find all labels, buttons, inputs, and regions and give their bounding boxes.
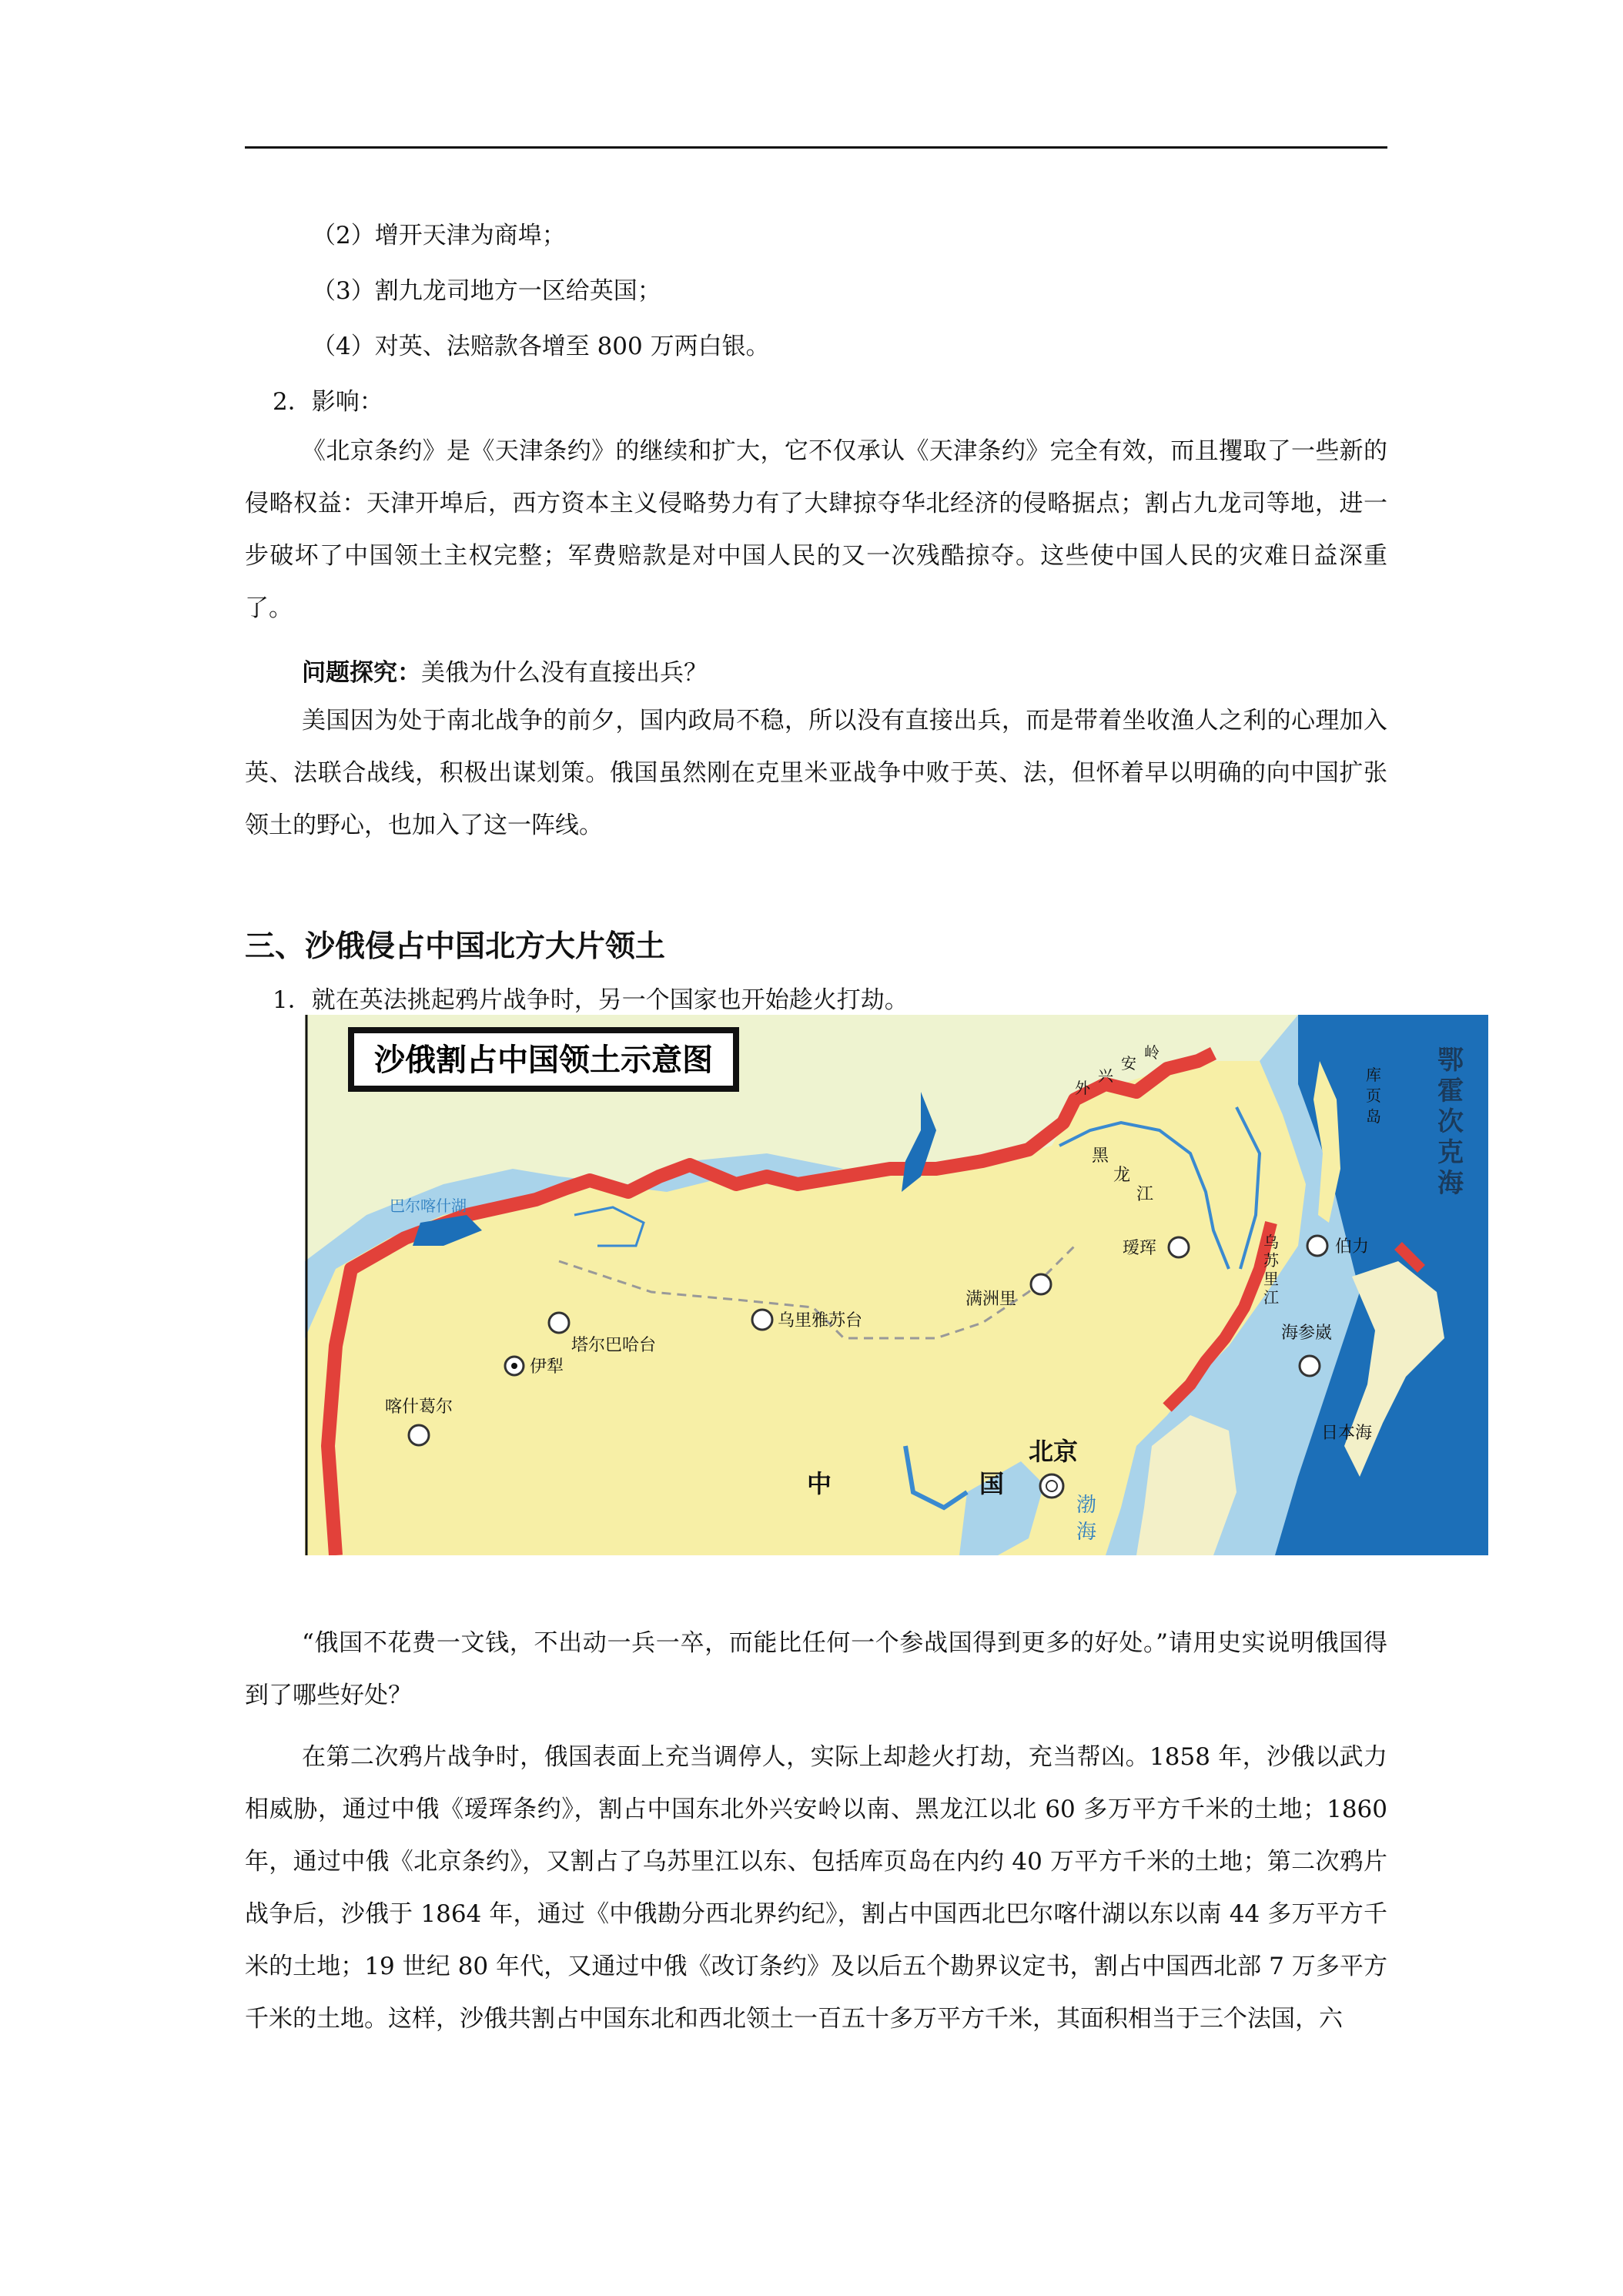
question-line bbox=[302, 658, 708, 688]
map-title: 沙俄割占中国领土示意图 bbox=[374, 1043, 713, 1078]
map-city-tarbagatai: 塔尔巴哈台 bbox=[571, 1336, 657, 1355]
map-label-ussuri-4: 江 bbox=[1263, 1288, 1279, 1307]
map-city-marker-manzhouli bbox=[1031, 1274, 1051, 1294]
map-label-xingan-4: 岭 bbox=[1144, 1043, 1160, 1062]
history-paragraph: 在第二次鸦片战争时，俄国表面上充当调停人，实际上却趁火打劫，充当帮凶。1858 年，沙俄以武力相威胁，通过中俄《瑷珲条约》，割占中国东北外兴安岭以南、黑龙江以北 60 多万平方千米的土地；1860 年，通过中俄《北京条约》，又割占了乌苏里江以东、包括库页岛在内约 40 万平方千米的土地；第二次鸦片战争后，沙俄于 1864 年，通过《中俄勘分西北界约纪》，割占中国西北巴尔喀什湖以东以南 44 多万平方千米的土地；19 世纪 80 年代，又通过中俄《改订条约》及以后五个勘界议定书，割占中国西北部 7 万多平方千米的土地。这样，沙俄共割占中国东北和西北领土一百五十多万平方千米，其面积相当于三个法国，六 bbox=[245, 1743, 1387, 2033]
map-label-heilong-3: 江 bbox=[1136, 1185, 1154, 1204]
territory-map bbox=[305, 1015, 1488, 1555]
map-city-haishenwai: 海参崴 bbox=[1281, 1324, 1333, 1343]
impact-paragraph: 《北京条约》是《天津条约》的继续和扩大，它不仅承认《天津条约》完全有效，而且攫取了一些新的侵略权益：天津开埠后，西方资本主义侵略势力有了大肆掠夺华北经济的侵略据点；割占九龙司等地，进一步破坏了中国领土主权完整；军费赔款是对中国人民的又一次残酷掠夺。这些使中国人民的灾难日益深重了。 bbox=[245, 437, 1387, 622]
map-city-marker-tarbagatai bbox=[549, 1313, 569, 1333]
map-city-marker-haishenwai bbox=[1300, 1356, 1320, 1376]
quote-paragraph: “俄国不花费一文钱，不出动一兵一卒，而能比任何一个参战国得到更多的好处。”请用史实说明俄国得到了哪些好处？ bbox=[245, 1629, 1387, 1709]
map-label-balkhash: 巴尔喀什湖 bbox=[390, 1197, 467, 1215]
map-city-boli: 伯力 bbox=[1335, 1237, 1370, 1257]
list-item-4: （4）对英、法赔款各增至 800 万两白银。 bbox=[312, 333, 770, 360]
map-label-okhotsk-3: 次 bbox=[1437, 1106, 1464, 1137]
section-item-1: 1．就在英法挑起鸦片战争时，另一个国家也开始趁火打劫。 bbox=[273, 986, 909, 1014]
map-label-heilong-2: 龙 bbox=[1113, 1166, 1131, 1185]
map-label-ussuri-2: 苏 bbox=[1263, 1251, 1279, 1270]
map-city-kashgar: 喀什葛尔 bbox=[385, 1397, 453, 1417]
map-city-uliastai: 乌里雅苏台 bbox=[778, 1311, 863, 1330]
answer-paragraph: 美国因为处于南北战争的前夕，国内政局不稳，所以没有直接出兵，而是带着坐收渔人之利的心理加入英、法联合战线，积极出谋划策。俄国虽然刚在克里米亚战争中败于英、法，但怀着早以明确的向中国扩张领土的野心，也加入了这一阵线。 bbox=[245, 707, 1387, 839]
impact-label: 2．影响： bbox=[273, 388, 383, 416]
map-city-marker-kashgar bbox=[409, 1425, 429, 1445]
map-label-bohai-2: 海 bbox=[1076, 1521, 1097, 1544]
map-label-okhotsk-1: 鄂 bbox=[1437, 1045, 1464, 1076]
map-label-sea-japan: 日本海 bbox=[1321, 1424, 1373, 1443]
list-item-2: （2）增开天津为商埠； bbox=[312, 222, 566, 249]
map-city-marker-aihui bbox=[1169, 1237, 1189, 1257]
map-city-marker-beijing bbox=[1040, 1474, 1063, 1498]
map-city-marker-boli bbox=[1307, 1236, 1327, 1256]
header-rule bbox=[245, 146, 1387, 149]
map-city-yili: 伊犁 bbox=[530, 1357, 564, 1377]
map-city-beijing: 北京 bbox=[1029, 1437, 1079, 1466]
question-label: 问题探究： bbox=[302, 659, 421, 687]
question-text: 美俄为什么没有直接出兵？ bbox=[421, 659, 708, 687]
list-item-3: （3）割九龙司地方一区给英国； bbox=[312, 277, 661, 305]
map-label-okhotsk-2: 霍 bbox=[1437, 1076, 1464, 1106]
map-label-china-1: 中 bbox=[807, 1469, 832, 1498]
map-city-manzhouli: 满洲里 bbox=[965, 1290, 1017, 1309]
map-label-xingan-2: 兴 bbox=[1098, 1066, 1113, 1085]
map-city-marker-yili-dot bbox=[511, 1363, 517, 1369]
map-label-bohai-1: 渤 bbox=[1076, 1494, 1097, 1517]
map-label-sakhalin-3: 岛 bbox=[1366, 1107, 1381, 1126]
map-label-ussuri-3: 里 bbox=[1263, 1270, 1279, 1288]
map-label-xingan-1: 外 bbox=[1075, 1079, 1090, 1097]
section-heading: 三、沙俄侵占中国北方大片领土 bbox=[245, 929, 666, 964]
map-label-okhotsk-5: 海 bbox=[1437, 1168, 1464, 1199]
map-city-marker-uliastai bbox=[752, 1310, 772, 1330]
map-label-heilong-1: 黑 bbox=[1092, 1146, 1109, 1166]
map-label-china-2: 国 bbox=[979, 1469, 1005, 1498]
map-label-xingan-3: 安 bbox=[1121, 1054, 1136, 1073]
map-label-okhotsk-4: 克 bbox=[1437, 1137, 1464, 1168]
map-label-sakhalin-2: 页 bbox=[1366, 1086, 1381, 1105]
map-city-aihui: 瑷珲 bbox=[1123, 1239, 1157, 1258]
map-label-sakhalin-1: 库 bbox=[1366, 1066, 1381, 1084]
map-label-ussuri-1: 乌 bbox=[1263, 1233, 1279, 1251]
